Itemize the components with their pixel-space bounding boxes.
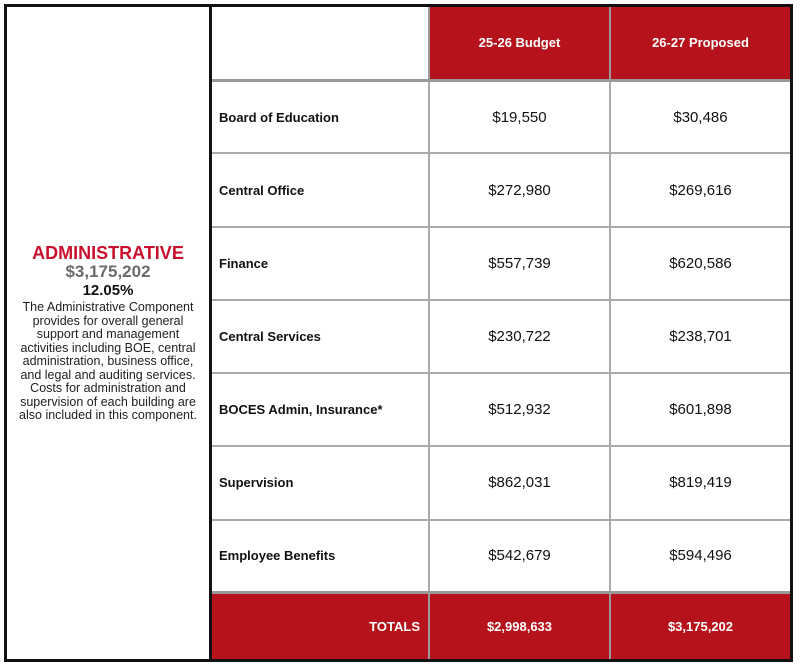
row-budget: $557,739 [429,227,610,300]
category-description: The Administrative Component provides for overall general support and management activities including BOE, central administration, business office, and legal and auditing services. Costs for administration and supervision of each building are also included in this component. [19,300,197,423]
table-row [212,373,790,446]
row-proposed: $269,616 [610,153,790,226]
table-row [212,520,790,593]
header-proposed: 26-27 Proposed [610,7,790,80]
table-row [212,227,790,300]
totals-label: TOTALS [212,593,429,659]
row-budget: $542,679 [429,520,610,593]
row-proposed: $594,496 [610,520,790,593]
row-budget: $19,550 [429,80,610,153]
row-label: Employee Benefits [212,520,429,593]
row-proposed: $601,898 [610,373,790,446]
table-header-row [212,7,790,80]
category-summary [7,7,212,659]
category-title: ADMINISTRATIVE [32,243,184,264]
row-proposed: $819,419 [610,446,790,519]
budget-panel [4,4,793,662]
row-label: Board of Education [212,80,429,153]
table-row [212,300,790,373]
budget-table [212,7,790,659]
row-label: Central Office [212,153,429,226]
row-budget: $512,932 [429,373,610,446]
header-budget: 25-26 Budget [429,7,610,80]
row-label: BOCES Admin, Insurance* [212,373,429,446]
row-budget: $862,031 [429,446,610,519]
table-row [212,153,790,226]
row-label: Central Services [212,300,429,373]
totals-proposed: $3,175,202 [610,593,790,659]
row-proposed: $620,586 [610,227,790,300]
row-label: Supervision [212,446,429,519]
table-row [212,80,790,153]
row-budget: $272,980 [429,153,610,226]
totals-row [212,593,790,659]
header-blank-cell [212,7,429,80]
row-label: Finance [212,227,429,300]
category-percent: 12.05% [82,282,134,300]
table-row [212,446,790,519]
row-proposed: $30,486 [610,80,790,153]
row-budget: $230,722 [429,300,610,373]
row-proposed: $238,701 [610,300,790,373]
totals-budget: $2,998,633 [429,593,610,659]
category-amount: $3,175,202 [65,262,151,282]
